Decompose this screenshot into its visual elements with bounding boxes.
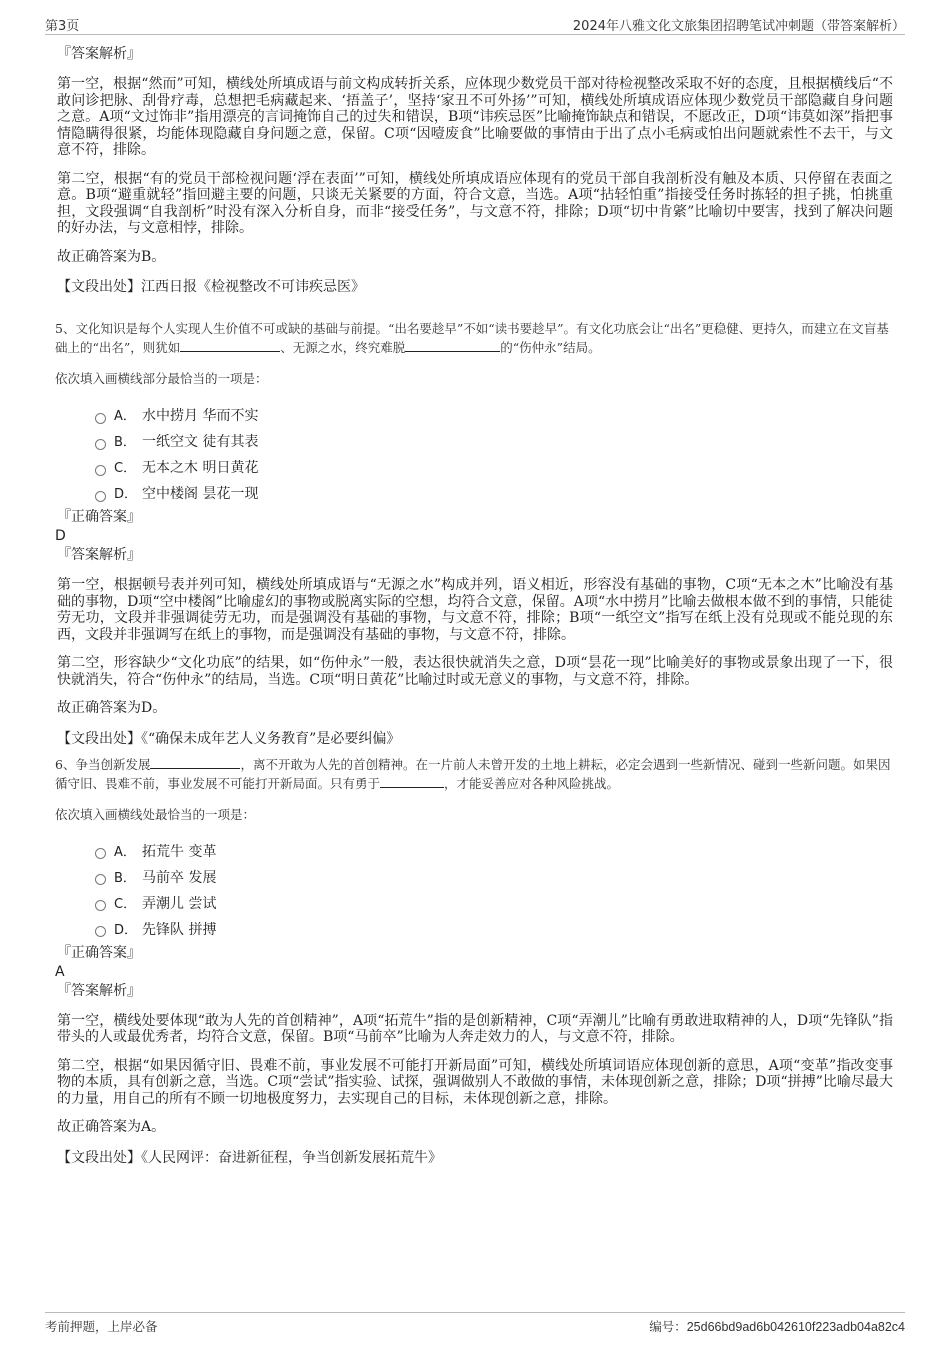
q6-question-text	[55, 755, 893, 793]
q6-analysis-label: 『答案解析』	[57, 982, 141, 999]
q5-blank-2	[405, 339, 500, 352]
page-footer	[45, 1312, 905, 1335]
q6-blank-2	[380, 775, 444, 788]
q6-option-b[interactable]: B． 马前卒 发展	[95, 865, 893, 891]
q6-text-part1: 6、争当创新发展	[55, 756, 151, 772]
q6-options	[95, 839, 893, 943]
q6-conclusion: 故正确答案为A。	[57, 1119, 166, 1135]
q5-answer: D	[55, 528, 66, 544]
q4-analysis-para1: 第一空，根据“然而”可知，横线处所填成语与前文构成转折关系，应体现少数党员干部对待检视整改采取不好的态度，且根据横线后“不敢问诊把脉、刮骨疗毒，总想把毛病藏起来、‘捂盖子’，坚持‘家丑不可外扬’”可知，横线处所填成语应体现少数党员干部隐藏自身问题之意。A项“文过饰非”指用漂亮的言词掩饰自己的过失和错误，B项“讳疾忌医”比喻掩饰缺点和错误，不愿改正，D项“讳莫如深”指把事情隐瞒得很紧，均能体现隐藏自身问题之意，保留。C项“因噎废食”比喻要做的事情由于出了点小毛病或怕出问题就索性不去干，与文意不符，排除。	[57, 76, 893, 158]
q5-question-text	[55, 319, 893, 357]
radio-icon[interactable]	[95, 413, 106, 424]
q5-options	[95, 403, 893, 507]
q4-source: 【文段出处】江西日报《检视整改不可讳疾忌医》	[57, 279, 365, 295]
q6-option-c[interactable]: C． 弄潮儿 尝试	[95, 891, 893, 917]
q6-answer-label: 『正确答案』	[57, 944, 141, 961]
radio-icon[interactable]	[95, 848, 106, 859]
q5-source: 【文段出处】《“确保未成年艺人义务教育”是必要纠偏》	[57, 730, 401, 747]
q6-blank-1	[150, 756, 240, 769]
q4-conclusion: 故正确答案为B。	[57, 248, 166, 265]
page-header	[45, 14, 905, 35]
footer-code-label: 编号：	[649, 1319, 687, 1334]
q4-analysis-label: 『答案解析』	[57, 46, 141, 62]
q5-analysis-para1: 第一空，根据顿号表并列可知，横线处所填成语与“无源之水”构成并列，语义相近，形容没有基础的事物，C项“无本之木”比喻没有基础的事物，D项“空中楼阁”比喻虚幻的事物或脱离实际的空想，均符合文意，保留。A项“水中捞月”比喻去做根本做不到的事情，只能徒劳无功，文段并非强调徒劳无功，而是强调没有基础的事物，与文意不符，排除；B项“一纸空文”指写在纸上没有兑现或不能兑现的东西，文段并非强调写在纸上的事物，而是强调没有基础的事物，与文意不符，排除。	[57, 577, 893, 643]
q5-option-a[interactable]: A． 水中捞月 华而不实	[95, 403, 893, 429]
footer-code-value: 25d66bd9ad6b042610f223adb04a82c4	[686, 1320, 905, 1334]
radio-icon[interactable]	[95, 874, 106, 885]
radio-icon[interactable]	[95, 926, 106, 937]
page-content	[57, 44, 893, 1168]
q6-source: 【文段出处】《人民网评：奋进新征程，争当创新发展拓荒牛》	[57, 1149, 442, 1166]
q5-text-part1: 5、文化知识是每个人实现人生价值不可或缺的基础与前提。“出名要趁早”不如“读书要趁早”。有文化功底会让“出名”更稳健、更持久，而建立在文盲基础上的“出名”，则犹如	[55, 321, 889, 355]
q5-prompt: 依次填入画横线部分最恰当的一项是：	[55, 371, 268, 386]
radio-icon[interactable]	[95, 439, 106, 450]
q6-analysis-para2: 第二空，根据“如果因循守旧、畏难不前，事业发展不可能打开新局面”可知，横线处所填词语应体现创新的意思，A项“变革”指改变事物的本质，具有创新之意，当选。C项“尝试”指实验、试探，强调做别人不敢做的事情，未体现创新之意，排除；D项“拼搏”比喻尽最大的力量，用自己的所有不顾一切地极度努力，去实现自己的目标，未体现创新之意，排除。	[57, 1057, 893, 1107]
q5-option-d[interactable]: D． 空中楼阁 昙花一现	[95, 481, 893, 507]
q5-answer-label: 『正确答案』	[57, 509, 141, 525]
footer-code	[649, 1317, 905, 1335]
q6-text-part3: ，才能妥善应对各种风险挑战。	[444, 775, 620, 791]
q6-prompt: 依次填入画横线处最恰当的一项是：	[55, 806, 256, 822]
q6-analysis-para1: 第一空，横线处要体现“敢为人先的首创精神”，A项“拓荒牛”指的是创新精神，C项“弄潮儿”比喻有勇敢进取精神的人，D项“先锋队”指带头的人或最优秀者，均符合文意，保留。B项“马前卒”比喻为人奔走效力的人，与文意不符，排除。	[57, 1012, 893, 1045]
footer-slogan: 考前押题，上岸必备	[45, 1319, 158, 1334]
radio-icon[interactable]	[95, 900, 106, 911]
q5-conclusion: 故正确答案为D。	[57, 700, 167, 716]
document-title: 2024年八雅文化文旅集团招聘笔试冲刺题（带答案解析）	[572, 19, 905, 34]
q5-option-b[interactable]: B． 一纸空文 徒有其表	[95, 429, 893, 455]
q4-analysis-para2: 第二空，根据“有的党员干部检视问题‘浮在表面’”可知，横线处所填成语应体现有的党员干部自我剖析没有触及本质、只停留在表面之意。B项“避重就轻”指回避主要的问题，只谈无关紧要的方面，符合文意，当选。A项“拈轻怕重”指接受任务时拣轻的担子挑，怕挑重担，文段强调“自我剖析”时没有深入分析自身，而非“接受任务”，与文意不符，排除；D项“切中肯綮”比喻切中要害，找到了解决问题的好办法，与文意相悖，排除。	[57, 170, 893, 236]
radio-icon[interactable]	[95, 465, 106, 476]
q6-text-part2: ，离不开敢为人先的首创精神。在一片前人未曾开发的土地上耕耘，必定会遇到一些新情况、碰到一些新问题。如果因循守旧、畏难不前，事业发展不可能打开新局面。只有勇于	[55, 756, 891, 791]
q5-text-part3: 的“伤仲永”结局。	[500, 340, 601, 355]
q6-option-a[interactable]: A． 拓荒牛 变革	[95, 839, 893, 865]
page-number: 第3页	[45, 19, 80, 34]
q6-option-d[interactable]: D． 先锋队 拼搏	[95, 917, 893, 943]
q5-analysis-para2: 第二空，形容缺少“文化功底”的结果，如“伤仲永”一般，表达很快就消失之意，D项“昙花一现”比喻美好的事物或景象出现了一下，很快就消失，符合“伤仲永”的结局，当选。C项“明日黄花”比喻过时或无意义的事物，与文意不符，排除。	[57, 655, 893, 688]
q5-blank-1	[180, 339, 280, 352]
q5-analysis-label: 『答案解析』	[57, 547, 141, 563]
radio-icon[interactable]	[95, 491, 106, 502]
q5-text-part2: 、无源之水，终究难脱	[280, 340, 406, 355]
q5-option-c[interactable]: C． 无本之木 明日黄花	[95, 455, 893, 481]
q6-answer: A	[55, 963, 65, 980]
